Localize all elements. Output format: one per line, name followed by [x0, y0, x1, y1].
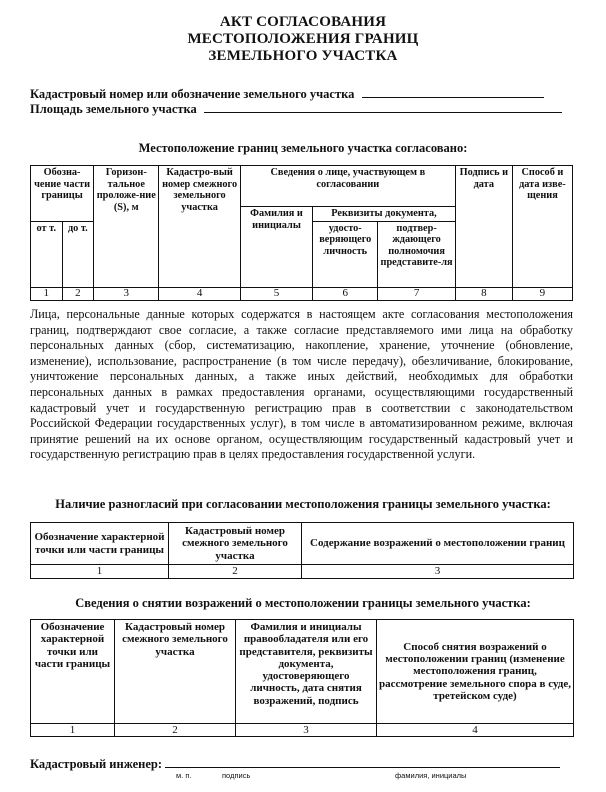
- section3-title: Сведения о снятии возражений о местоположении границы земельного участка:: [75, 596, 531, 610]
- header-to-point: до т.: [62, 221, 94, 287]
- document-title: [0, 14, 606, 65]
- column-number-row: [31, 287, 573, 300]
- header-adjacent-cadastral-number: Кадастровый номер смежного земельного участка: [169, 523, 302, 565]
- header-identity-document: удосто-веряющего личность: [313, 221, 378, 287]
- header-person-info: Сведения о лице, участвующем в согласовании: [240, 166, 455, 207]
- title-line-1: АКТ СОГЛАСОВАНИЯ: [219, 14, 387, 30]
- cadastral-engineer-signature-line[interactable]: [165, 757, 560, 768]
- header-authority-document: подтвер-ждающего полномочия представите-ля: [378, 221, 455, 287]
- title-line-2: МЕСТОПОЛОЖЕНИЯ ГРАНИЦ: [187, 31, 419, 47]
- header-from-point: от т.: [31, 221, 63, 287]
- stamp-caption: м. п.: [176, 771, 192, 780]
- cadastral-number-label: Кадастровый номер или обозначение земельного участка: [30, 87, 355, 101]
- header-horizontal-distance: Горизон-тальное проложе-ние (S), м: [94, 166, 159, 288]
- column-number: 1: [31, 565, 169, 579]
- column-number: 5: [240, 287, 312, 300]
- column-number-row: [31, 724, 574, 737]
- header-name: Фамилия и инициалы: [240, 207, 312, 288]
- column-number: 1: [31, 287, 63, 300]
- title-line-3: ЗЕМЕЛЬНОГО УЧАСТКА: [208, 48, 398, 64]
- disagreements-table: [30, 522, 574, 579]
- column-number: 6: [313, 287, 378, 300]
- header-characteristic-point: Обозначение характерной точки или части границы: [31, 620, 115, 724]
- section2-title: Наличие разногласий при согласовании местоположения границы земельного участка:: [55, 497, 551, 511]
- personal-data-consent-text: Лица, персональные данные которых содержатся в настоящем акте согласования местоположения границ, подтверждают свое согласие, а также согласие представляемого ими лица на обработку персональных данных (сбор, систематизацию, накопление, хранение, уточнение (обновление, изменение), использование, распространение (в том числе передачу), обезличивание, блокирование, уничтожение персональных данных, а также иных действий, необходимых для обработки персональных данных в рамках предоставления органами, осуществляющими государственный кадастровый учет и государственную регистрацию прав в соответствии с законодательством Российской Федерации государственных услуг), в том числе в автоматизированном режиме, включая принятие решений на их основе органом, осуществляющим государственный кадастровый учет и государственную регистрацию прав в целях предоставления государственной услуги.: [30, 307, 573, 462]
- cadastral-engineer-label: Кадастровый инженер:: [30, 757, 163, 771]
- header-owner-representative: Фамилия и инициалы правообладателя или его представителя, реквизиты документа, удостоверяющего личность, дата снятия возражений, подпись: [236, 620, 377, 724]
- cadastral-engineer-field: [30, 757, 560, 772]
- column-number: 3: [302, 565, 574, 579]
- column-number: 1: [31, 724, 115, 737]
- section1-title: Местоположение границ земельного участка согласовано:: [138, 141, 468, 155]
- area-field: [30, 101, 562, 117]
- name-caption: фамилия, инициалы: [395, 771, 467, 780]
- agreement-table: [30, 165, 573, 301]
- header-adjacent-cadastral-number: Кадастровый номер смежного земельного участка: [115, 620, 236, 724]
- header-cadastral-number: Кадастро-вый номер смежного земельного участка: [159, 166, 241, 288]
- column-number-row: [31, 565, 574, 579]
- column-number: 2: [169, 565, 302, 579]
- header-notification-method: Способ и дата изве-щения: [512, 166, 572, 288]
- column-number: 7: [378, 287, 455, 300]
- header-characteristic-point: Обозначение характерной точки или части границы: [31, 523, 169, 565]
- header-document-details: Реквизиты документа,: [313, 207, 456, 222]
- column-number: 8: [455, 287, 512, 300]
- header-removal-method: Способ снятия возражений о местоположении границ (изменение местоположения границ, рассмотрение земельного спора в суде, третейском суде): [377, 620, 574, 724]
- signature-caption: подпись: [222, 771, 251, 780]
- header-objections-content: Содержание возражений о местоположении границ: [302, 523, 574, 565]
- column-number: 9: [512, 287, 572, 300]
- header-boundary-part: Обозна-чение части границы: [31, 166, 94, 222]
- column-number: 2: [115, 724, 236, 737]
- column-number: 2: [62, 287, 94, 300]
- column-number: 3: [94, 287, 159, 300]
- cadastral-number-input-line[interactable]: [362, 86, 544, 98]
- column-number: 4: [377, 724, 574, 737]
- cadastral-number-field: [30, 86, 544, 102]
- objections-removal-table: [30, 619, 574, 737]
- area-input-line[interactable]: [204, 101, 562, 113]
- column-number: 3: [236, 724, 377, 737]
- column-number: 4: [159, 287, 241, 300]
- header-signature-date: Подпись и дата: [455, 166, 512, 288]
- area-label: Площадь земельного участка: [30, 102, 197, 116]
